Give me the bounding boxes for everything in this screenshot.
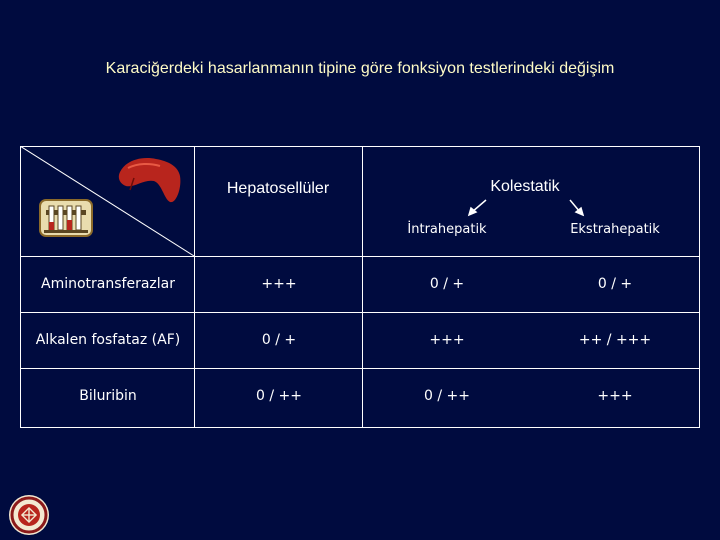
branch-arrows-icon [460, 196, 600, 218]
header-cholestatic: Kolestatik [490, 178, 560, 195]
header-hepatocellular: Hepatosellüler [226, 180, 330, 197]
cell-value: 0 / + [261, 332, 297, 348]
cell-value: 0 / ++ [424, 388, 470, 404]
cell-value: 0 / + [597, 276, 633, 292]
liver-icon [116, 154, 184, 208]
university-seal-icon [8, 494, 50, 536]
cell-value: +++ [597, 388, 633, 404]
lab-test-tubes-icon [38, 194, 94, 240]
cell-value: 0 / + [429, 276, 465, 292]
cell-value: +++ [261, 276, 297, 292]
cell-value: ++ / +++ [578, 332, 652, 348]
lft-comparison-table [20, 146, 700, 428]
row-label-alkaline-phosphatase: Alkalen fosfataz (AF) [35, 332, 181, 348]
header-extrahepatic: Ekstrahepatik [570, 222, 660, 237]
cell-value: 0 / ++ [256, 388, 302, 404]
slide-title: Karaciğerdeki hasarlanmanın tipine göre fonksiyon testlerindeki değişim [105, 60, 615, 77]
row-label-bilirubin: Biluribin [79, 388, 137, 404]
header-intrahepatic: İntrahepatik [407, 222, 487, 237]
cell-value: +++ [429, 332, 465, 348]
row-label-aminotransferases: Aminotransferazlar [41, 276, 175, 292]
